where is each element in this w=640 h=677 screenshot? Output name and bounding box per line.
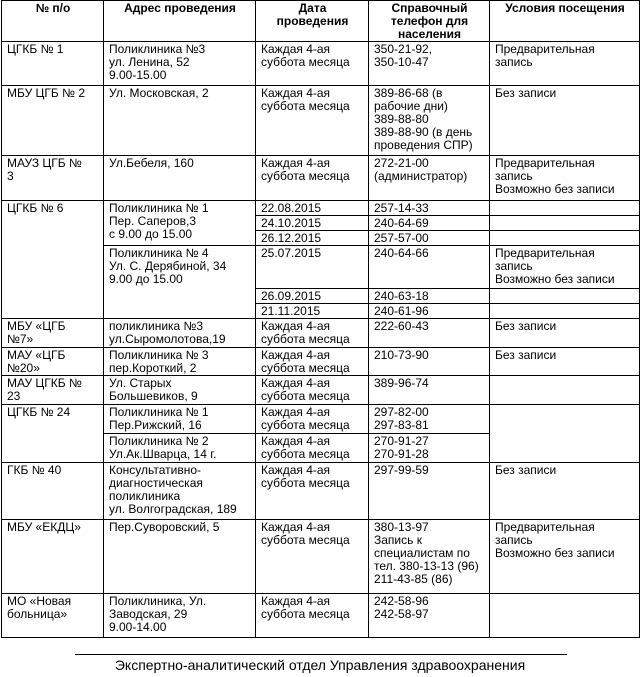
date-cell: 25.07.2015 (256, 246, 369, 289)
conditions-cell: Без записи (490, 463, 640, 520)
schedule-table (1, 0, 640, 638)
conditions-cell: Предварительная запись Возможно без записи (490, 156, 640, 201)
date-cell: Каждая 4-ая суббота месяца (256, 86, 369, 156)
conditions-cell: Без записи (490, 319, 640, 348)
conditions-cell (490, 376, 640, 405)
address-cell: Ул. Московская, 2 (104, 86, 256, 156)
date-cell: 26.12.2015 (256, 231, 369, 246)
phone-cell: 270-91-27 270-91-28 (369, 434, 490, 463)
org-cell: МБУ ЦГБ № 2 (2, 86, 104, 156)
conditions-cell: Предварительная запись (490, 42, 640, 86)
date-cell: Каждая 4-ая суббота месяца (256, 348, 369, 376)
phone-cell: 257-14-33 (369, 201, 490, 216)
footer-divider (75, 654, 567, 655)
phone-cell: 257-57-00 (369, 231, 490, 246)
phone-cell: 210-73-90 (369, 348, 490, 376)
org-cell: МБУ «ЦГБ №7» (2, 319, 104, 348)
phone-cell: 240-63-18 (369, 289, 490, 304)
phone-cell: 297-99-59 (369, 463, 490, 520)
org-cell: ЦГКБ № 6 (2, 201, 104, 319)
address-cell: поликлиника №3 ул.Сыромолотова,19 (104, 319, 256, 348)
org-cell: МАУ «ЦГБ №20» (2, 348, 104, 376)
table-row (2, 520, 640, 594)
org-cell: МАУ ЦГКБ № 23 (2, 376, 104, 405)
conditions-cell (490, 289, 640, 304)
table-row (2, 405, 640, 434)
conditions-cell: Предварительная запись Возможно без записи (490, 520, 640, 594)
conditions-cell: Без записи (490, 86, 640, 156)
address-cell: Поликлиника, Ул. Заводская, 29 9.00-14.00 (104, 594, 256, 638)
header-address: Адрес проведения (104, 1, 256, 42)
conditions-cell (490, 594, 640, 638)
address-cell: Консультативно- диагностическая поликлиника ул. Волгоградская, 189 (104, 463, 256, 520)
phone-cell: 389-96-74 (369, 376, 490, 405)
conditions-cell (490, 304, 640, 319)
header-row (2, 1, 640, 42)
address-cell: Поликлиника № 1 Пер. Саперов,3 с 9.00 до 15.00 (104, 201, 256, 246)
address-cell: Поликлиника № 2 Ул.Ак.Шварца, 14 г. (104, 434, 256, 463)
table-row (2, 376, 640, 405)
phone-cell: 222-60-43 (369, 319, 490, 348)
phone-cell: 297-82-00 297-83-81 (369, 405, 490, 434)
org-cell: МАУЗ ЦГБ № 3 (2, 156, 104, 201)
table-row (2, 42, 640, 86)
date-cell: Каждая 4-ая суббота месяца (256, 376, 369, 405)
org-cell: ЦГКБ № 1 (2, 42, 104, 86)
conditions-cell: Без записи (490, 348, 640, 376)
conditions-cell (490, 405, 640, 463)
date-cell: Каждая 4-ая суббота месяца (256, 405, 369, 434)
org-cell: ГКБ № 40 (2, 463, 104, 520)
date-cell: 21.11.2015 (256, 304, 369, 319)
phone-cell: 389-86-68 (в рабочие дни) 389-88-80 389-88-90 (в день проведения СПР) (369, 86, 490, 156)
table-row (2, 594, 640, 638)
address-cell: Ул.Бебеля, 160 (104, 156, 256, 201)
table-row (2, 319, 640, 348)
date-cell: Каждая 4-ая суббота месяца (256, 463, 369, 520)
phone-cell: 272-21-00 (администратор) (369, 156, 490, 201)
table-row (2, 348, 640, 376)
date-cell: 26.09.2015 (256, 289, 369, 304)
address-cell: Поликлиника № 3 пер.Короткий, 2 (104, 348, 256, 376)
table-row (2, 201, 640, 216)
phone-cell: 240-64-69 (369, 216, 490, 231)
date-cell: Каждая 4-ая суббота месяца (256, 520, 369, 594)
table-row (2, 463, 640, 520)
footer-text: Экспертно-аналитический отдел Управления здравоохранения (114, 657, 526, 673)
phone-cell: 242-58-96 242-58-97 (369, 594, 490, 638)
org-cell: МБУ «ЕКДЦ» (2, 520, 104, 594)
address-cell: Ул. Старых Большевиков, 9 (104, 376, 256, 405)
conditions-cell: Предварительная запись Возможно без записи (490, 246, 640, 289)
date-cell: Каждая 4-ая суббота месяца (256, 319, 369, 348)
date-cell: Каждая 4-ая суббота месяца (256, 42, 369, 86)
phone-cell: 240-61-96 (369, 304, 490, 319)
phone-cell: 350-21-92, 350-10-47 (369, 42, 490, 86)
conditions-cell (490, 216, 640, 231)
header-number: № п/о (2, 1, 104, 42)
conditions-cell (490, 201, 640, 216)
table-row (2, 156, 640, 201)
header-conditions: Условия посещения (490, 1, 640, 42)
date-cell: Каждая 4-ая суббота месяца (256, 434, 369, 463)
phone-cell: 380-13-97 Запись к специалистам по тел. 380-13-13 (96) 211-43-85 (86) (369, 520, 490, 594)
header-phone: Справочный телефон для населения (369, 1, 490, 42)
date-cell: 22.08.2015 (256, 201, 369, 216)
address-cell: Поликлиника № 4 Ул. С. Дерябиной, 34 9.00 до 15.00 (104, 246, 256, 319)
address-cell: Поликлиника №3 ул. Ленина, 52 9.00-15.00 (104, 42, 256, 86)
date-cell: Каждая 4-ая суббота месяца (256, 594, 369, 638)
org-cell: ЦГКБ № 24 (2, 405, 104, 463)
date-cell: Каждая 4-ая суббота месяца (256, 156, 369, 201)
address-cell: Пер.Суворовский, 5 (104, 520, 256, 594)
address-cell: Поликлиника № 1 Пер.Рижский, 16 (104, 405, 256, 434)
org-cell: МО «Новая больница» (2, 594, 104, 638)
header-date: Дата проведения (256, 1, 369, 42)
conditions-cell (490, 231, 640, 246)
date-cell: 24.10.2015 (256, 216, 369, 231)
table-row (2, 86, 640, 156)
phone-cell: 240-64-66 (369, 246, 490, 289)
